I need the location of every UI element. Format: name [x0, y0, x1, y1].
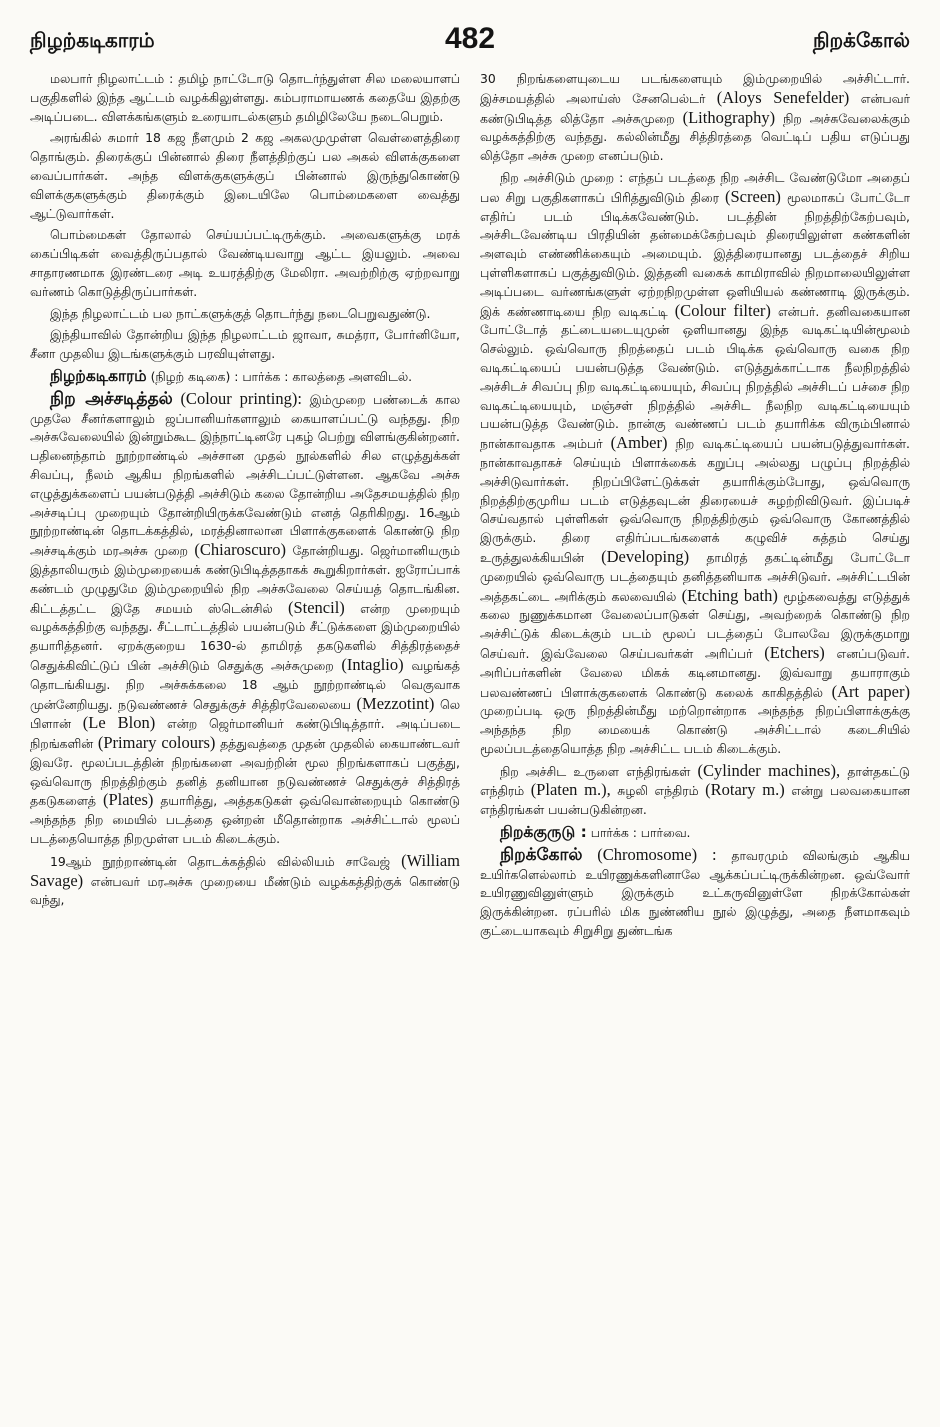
english-term: (Aloys Senefelder)	[716, 87, 850, 107]
entry-cross-ref: பார்க்க : பார்வை.	[590, 825, 691, 841]
entry-chromosome	[480, 846, 910, 941]
entry-headword: நிற அச்சடித்தல்	[50, 388, 173, 409]
entry-alt-name: (நிழற் கடிகை) : பார்க்க :	[150, 368, 289, 384]
paragraph-text: என்று பலவகையான எந்திரங்கள் பயன்படுகின்றன.	[480, 783, 910, 818]
paragraph-text: மூழ்கவைத்து எடுத்துக் கலை நுணுக்கமான வேலைப்பாடுகள் செய்து, அவற்றைக் கொண்டு நிற அச்சிட்டுக் கிடைக்கும் படம் மூலப் படத்தைப் போலவே இருக்குமாறு செய்வர். இவ்வேலை செய்பவர்கள் அரிப்பர்	[480, 588, 910, 661]
english-term: (Mezzotint)	[356, 693, 435, 713]
entry-nirakkurudu	[480, 823, 910, 843]
entry-text: தத்துவத்தை முதன் முதலில் கையாண்டவர் இவரே. மூலப்படத்தின் நிறங்களை அவற்றின் மூல நிறங்களாகப் பகுத்து, ஒவ்வொரு நிறத்திற்கும் தனித் தனியான நடுவண்ணச் செதுக்குச் சித்திரத் தகடுகளைத்	[30, 736, 460, 809]
entry-text: என்ற ஜெர்மானியர் கண்டுபிடித்தார். அடிப்படை நிறங்களின்	[30, 716, 460, 752]
paragraph-text: என்பவர் மரஅச்சு முறையை மீண்டும் வழக்கத்திற்குக் கொண்டு வந்து,	[30, 873, 460, 908]
english-term: (Platen m.),	[530, 780, 611, 800]
entry-nizharkadikaram	[30, 367, 460, 387]
paragraph: மலபார் நிழலாட்டம் : தமிழ் நாட்டோடு தொடர்ந்துள்ள சில மலையாளப் பகுதிகளில் இந்த ஆட்டம் வழக்கிலுள்ளது. கம்பராமாயணக் கதையே இதற்கு அடிப்படை. விளக்கங்களும் உரையாடல்களும் தமிழிலேயே நடைபெறும்.	[30, 71, 460, 124]
header-left-term: நிழற்கடிகாரம்	[30, 28, 155, 52]
paragraph: இந்தியாவில் தோன்றிய இந்த நிழலாட்டம் ஜாவா, சுமத்ரா, போர்னியோ, சீனா முதலிய இடங்களுக்கும் பரவியுள்ளது.	[30, 327, 460, 362]
paragraph: அரங்கில் சுமார் 18 கஜ நீளமும் 2 கஜ அகலமுமுள்ள வெள்ளைத்திரை தொங்கும். திரைக்குப் பின்னால் திரை நீளத்திற்குப் பல அகல் விளக்குகளை வைப்பார்கள். அந்த விளக்குகளுக்குப் பின்னால் இருந்துகொண்டு விளக்குகளுக்கும் திரைக்கும் இடையிலே பொம்மைகளை வைத்து ஆட்டுவார்கள்.	[30, 130, 460, 221]
text-columns	[30, 70, 910, 1405]
paragraph-text: தாள்தகட்டு எந்திரம்	[480, 763, 910, 799]
paragraph-text: சுழலி எந்திரம்	[617, 783, 699, 799]
entry-headword: நிழற்கடிகாரம்	[50, 366, 147, 385]
paragraph-text: எனப்படுவர். அரிப்பர்களின் வேலை மிகக் கடினமானது. இவ்வாறு தயாராகும் பலவண்ணப் பிளாக்குகளைக் கொண்டு கலைக் காகிதத்தில்	[480, 645, 910, 700]
paragraph: இந்த நிழலாட்டம் பல நாட்களுக்குத் தொடர்ந்து நடைபெறுவதுண்டு.	[50, 305, 431, 321]
paragraph-text: நிற அச்சுவேலைக்கும் வழக்கத்திற்கு வந்தது. கல்லின்மீது சித்திரத்தை வெட்டிப் பதிய எடுப்பது லித்தோ அச்சு முறை எனப்படும்.	[480, 110, 910, 164]
paragraph-text: 19ஆம் நூற்றாண்டின் தொடக்கத்தில் வில்லியம் சாவேஜ்	[50, 853, 391, 869]
right-column	[480, 70, 910, 1405]
english-term: (Rotary m.)	[705, 780, 785, 800]
english-term: (Colour printing):	[180, 388, 302, 408]
english-term: (Intaglio)	[341, 654, 404, 674]
paragraph: பொம்மைகள் தோலால் செய்யப்பட்டிருக்கும். அவைகளுக்கு மரக் கைப்பிடிகள் வைத்திருப்பதால் வேண்டியவாறு ஆட்ட இயலும். அவை சாதாரணமாக இரண்டரை அடி உயரத்திற்கு மேலிரா. அவற்றிற்கு ஏற்றவாறு வர்ணம் கொடுத்திருப்பார்கள்.	[30, 227, 460, 299]
entry-text: தோன்றியது. ஜெர்மானியரும் இத்தாலியரும் இம்முறையைக் கண்டுபிடித்ததாகக் கூறுகிறார்கள். ஐரோப்பாக் கண்டம் முழுதுமே இம்முறையில் நிற அச்சுவேலை செய்யத் தொடங்கின. கிட்டத்தட்ட இதே சமயம் ஸ்டென்சில்	[30, 543, 460, 616]
english-term: (Art paper)	[831, 681, 910, 701]
entry-headword: நிறக்குருடு :	[500, 823, 587, 842]
paragraph-text: தாமிரத் தகட்டின்மீது போட்டோ முறையில் ஒவ்வொரு படத்தையும் தனித்தனியாக அச்சிடுவர். அச்சிட்டபின் அத்தகட்டை அரிக்கும் கலவையில்	[480, 549, 910, 604]
english-term: (Cylinder machines),	[697, 760, 841, 780]
english-term: (Le Blon)	[82, 713, 156, 733]
paragraph	[30, 852, 460, 910]
paragraph	[480, 169, 910, 759]
english-term: (Colour filter)	[674, 300, 771, 320]
english-term: (Plates)	[102, 790, 154, 810]
entry-text: தயாரித்து, அத்தகடுகள் ஒவ்வொன்றையும் கொண்டு அந்தந்த நிற மையில் படத்தை ஒன்றன் மீதொன்றாக அச்சிட்டால் மூலப் படத்தையொத்த நிறமுள்ள படம் கிடைக்கும்.	[30, 793, 460, 847]
entry-text: லெ பிளான்	[30, 696, 460, 732]
header-right-term: நிறக்கோல்	[812, 28, 910, 52]
english-term: (Etchers)	[764, 642, 825, 662]
left-column	[30, 70, 460, 1405]
paragraph	[480, 762, 910, 820]
english-term: (Developing)	[601, 546, 690, 566]
entry-text: என்ற முறையும் வழக்கத்திற்கு வந்தது. சீட்டாட்டத்தில் பயன்படும் சீட்டுக்களை இம்முறையில் தயாரித்தனர். ஏறக்குறைய 1630-ல் தாமிரத் தகடுகளில் சித்திரத்தைச் செதுக்கிவிட்டுப் பின் அச்சிடும் செதுக்கு அச்சுமுறை	[30, 600, 460, 673]
entry-cross-ref: காலத்தை அளவிடல்.	[292, 368, 413, 384]
paragraph-text: என்பவர் கண்டுபிடித்த லித்தோ அச்சுமுறை	[480, 90, 910, 126]
paragraph-text: முறைப்படி ஒரு நிறத்தின்மீது மற்றொன்றாக அந்தந்த நிறப்பிளாக்குக்கு அந்தந்த நிற மையைக் கொண்டு அச்சிட்டால் கடைசியில் மூலப்படத்தையொத்த நிற அச்சிட்ட படம் கிடைக்கும்.	[480, 703, 910, 756]
english-term: (William Savage)	[30, 850, 460, 890]
entry-colour-printing	[30, 390, 460, 849]
paragraph-text: நிற வடிகட்டியைப் பயன்படுத்துவார்கள். நான்காவதாகச் செய்யும் பிளாக்கைக் கறுப்பு அல்லது பழுப்பு நிறத்தில் அச்சிடுவார்கள். நிறப்பிளேட்டுக்கள் தயாரிக்கும்போது, ஒவ்வொரு நிறத்திற்குமுரிய படம் எடுத்தவுடன் திரையைச் சுழற்றிவிடுவர். இப்படிச் செய்வதால் புள்ளிகள் ஒவ்வொரு நிறத்திற்கும் ஒவ்வொரு கோணத்தில் இருக்கும். திரை எதிர்ப்படங்களைக் கழுவிச் சுத்தம் செய்து உருத்துலக்கியபின்	[480, 436, 910, 565]
english-term: (Lithography)	[682, 107, 776, 127]
english-term: (Chromosome) :	[597, 844, 717, 864]
english-term: (Amber)	[610, 433, 668, 453]
english-term: (Primary colours)	[97, 733, 216, 753]
entry-text: இம்முறை பண்டைக் கால முதலே சீனர்களாலும் ஜப்பானியர்களாலும் கையாளப்பட்டு வந்தது. நிற அச்சுவேலையில் இன்றும்கூட இந்நாட்டினரே புகழ் பெற்று விளங்குகின்றனர். பதினைந்தாம் நூற்றாண்டில் அச்சான முதல் நூல்களில் சில எழுத்துக்கள் சிவப்பு, நீலம் ஆகிய நிறங்களில் அச்சிடப்பட்டுள்ளன. ஆகவே அச்சு எழுத்துக்களைப் பயன்படுத்தி அச்சிடும் கலை தோன்றிய அதேசமயத்தில் நிற அச்சடிப்பு முறையும் தோன்றியிருக்கவேண்டும் எனத் தெரிகிறது. 16ஆம் நூற்றாண்டின் தொடக்கத்தில், மரத்தினாலான பிளாக்குகளைக் கொண்டு நிற அச்சடிக்கும் மரஅச்சு முறை	[30, 391, 460, 559]
entry-text: வழங்கத் தொடங்கியது. நிற அச்சுக்கலை 18 ஆம் நூற்றாண்டில் வெகுவாக முன்னேறியது. நடுவண்ணச் செதுக்குச் சித்திரவேலையை	[30, 657, 460, 712]
english-term: (Etching bath)	[681, 585, 778, 605]
paragraph-text: நிற அச்சிடும் முறை : எந்தப் படத்தை நிற அச்சிட வேண்டுமோ அதைப் பல சிறு பகுதிகளாகப் பிரித்துவிடும் திரை	[480, 169, 910, 205]
english-term: (Screen)	[725, 186, 781, 206]
paragraph-text: 30 நிறங்களையுடைய படங்களையும் இம்முறையில் அச்சிட்டார். இச்சமயத்தில் அலாய்ஸ் சேனபெல்டர்	[480, 71, 910, 106]
paragraph-text: மூலமாகப் போட்டோ எதிர்ப் படம் பிடிக்கவேண்டும். படத்தின் நிறத்திற்கேற்பவும், அச்சிடவேண்டிய பிரதியின் தன்மைக்கேற்பவும் திரையிலுள்ள கண்களின் அளவும் எண்ணிக்கையும் அமையும். இத்திரையானது படத்தைச் சிறிய புள்ளிகளாகப் பகுத்துவிடும். இத்தனி வகைக் காமிராவில் நிறமாலையிலுள்ள அடிப்படை வர்ணங்களுள் ஏற்றநிறமுள்ள ஒளியியல் கண்ணாடி இருக்கும். இக் கண்ணாடியை நிற வடிகட்டி	[480, 189, 910, 319]
paragraph	[480, 70, 910, 166]
entry-text: தாவரமும் விலங்கும் ஆகிய உயிர்களெல்லாம் உயிரணுக்களினாலே ஆக்கப்பட்டிருக்கின்றன. ஒவ்வோர் உயிரணுவினுள்ளும் இருக்கும் உட்கருவினுள்ளே நிறக்கோல்கள் இருக்கின்றன. ரப்பரில் மிக நுண்ணிய நூல் இழுத்து, அதை நீளமாகவும் குட்டையாகவும் சிறுசிறு துண்டங்க	[480, 847, 910, 939]
entry-headword: நிறக்கோல்	[500, 844, 583, 865]
english-term: (Stencil)	[287, 597, 345, 617]
paragraph-text: நிற அச்சிட உருளை எந்திரங்கள்	[500, 763, 691, 779]
paragraph-text: என்பர். தனிவகையான போட்டோத் தட்டையடையுமுன் ஒளியானது இந்த வடிகட்டியின்மூலம் செல்லும். ஒவ்வொரு நிறத்தைப் படம் பிடிக்க ஒவ்வொரு வகை நிற வடிகட்டியைப் பயன்படுத்த வேண்டும். எடுத்துக்காட்டாக நீலநிறத்தில் அச்சிடச் சிவப்பு நிற வடிகட்டியையும், சிவப்பு நிறத்தில் அச்சிடப் பச்சை நிற வடிகட்டியையும், மஞ்சள் நிறத்தில் அச்சிட நீலநிற வடிகட்டியையும் பயன்படுத்த வேண்டும். நான்கு வண்ணப் படம் தயாரிக்க விரும்பினால் நான்காவதாக அம்பர்	[480, 303, 910, 452]
page-number: 482	[444, 22, 496, 55]
page-header	[30, 22, 910, 70]
english-term: (Chiaroscuro)	[194, 540, 287, 560]
